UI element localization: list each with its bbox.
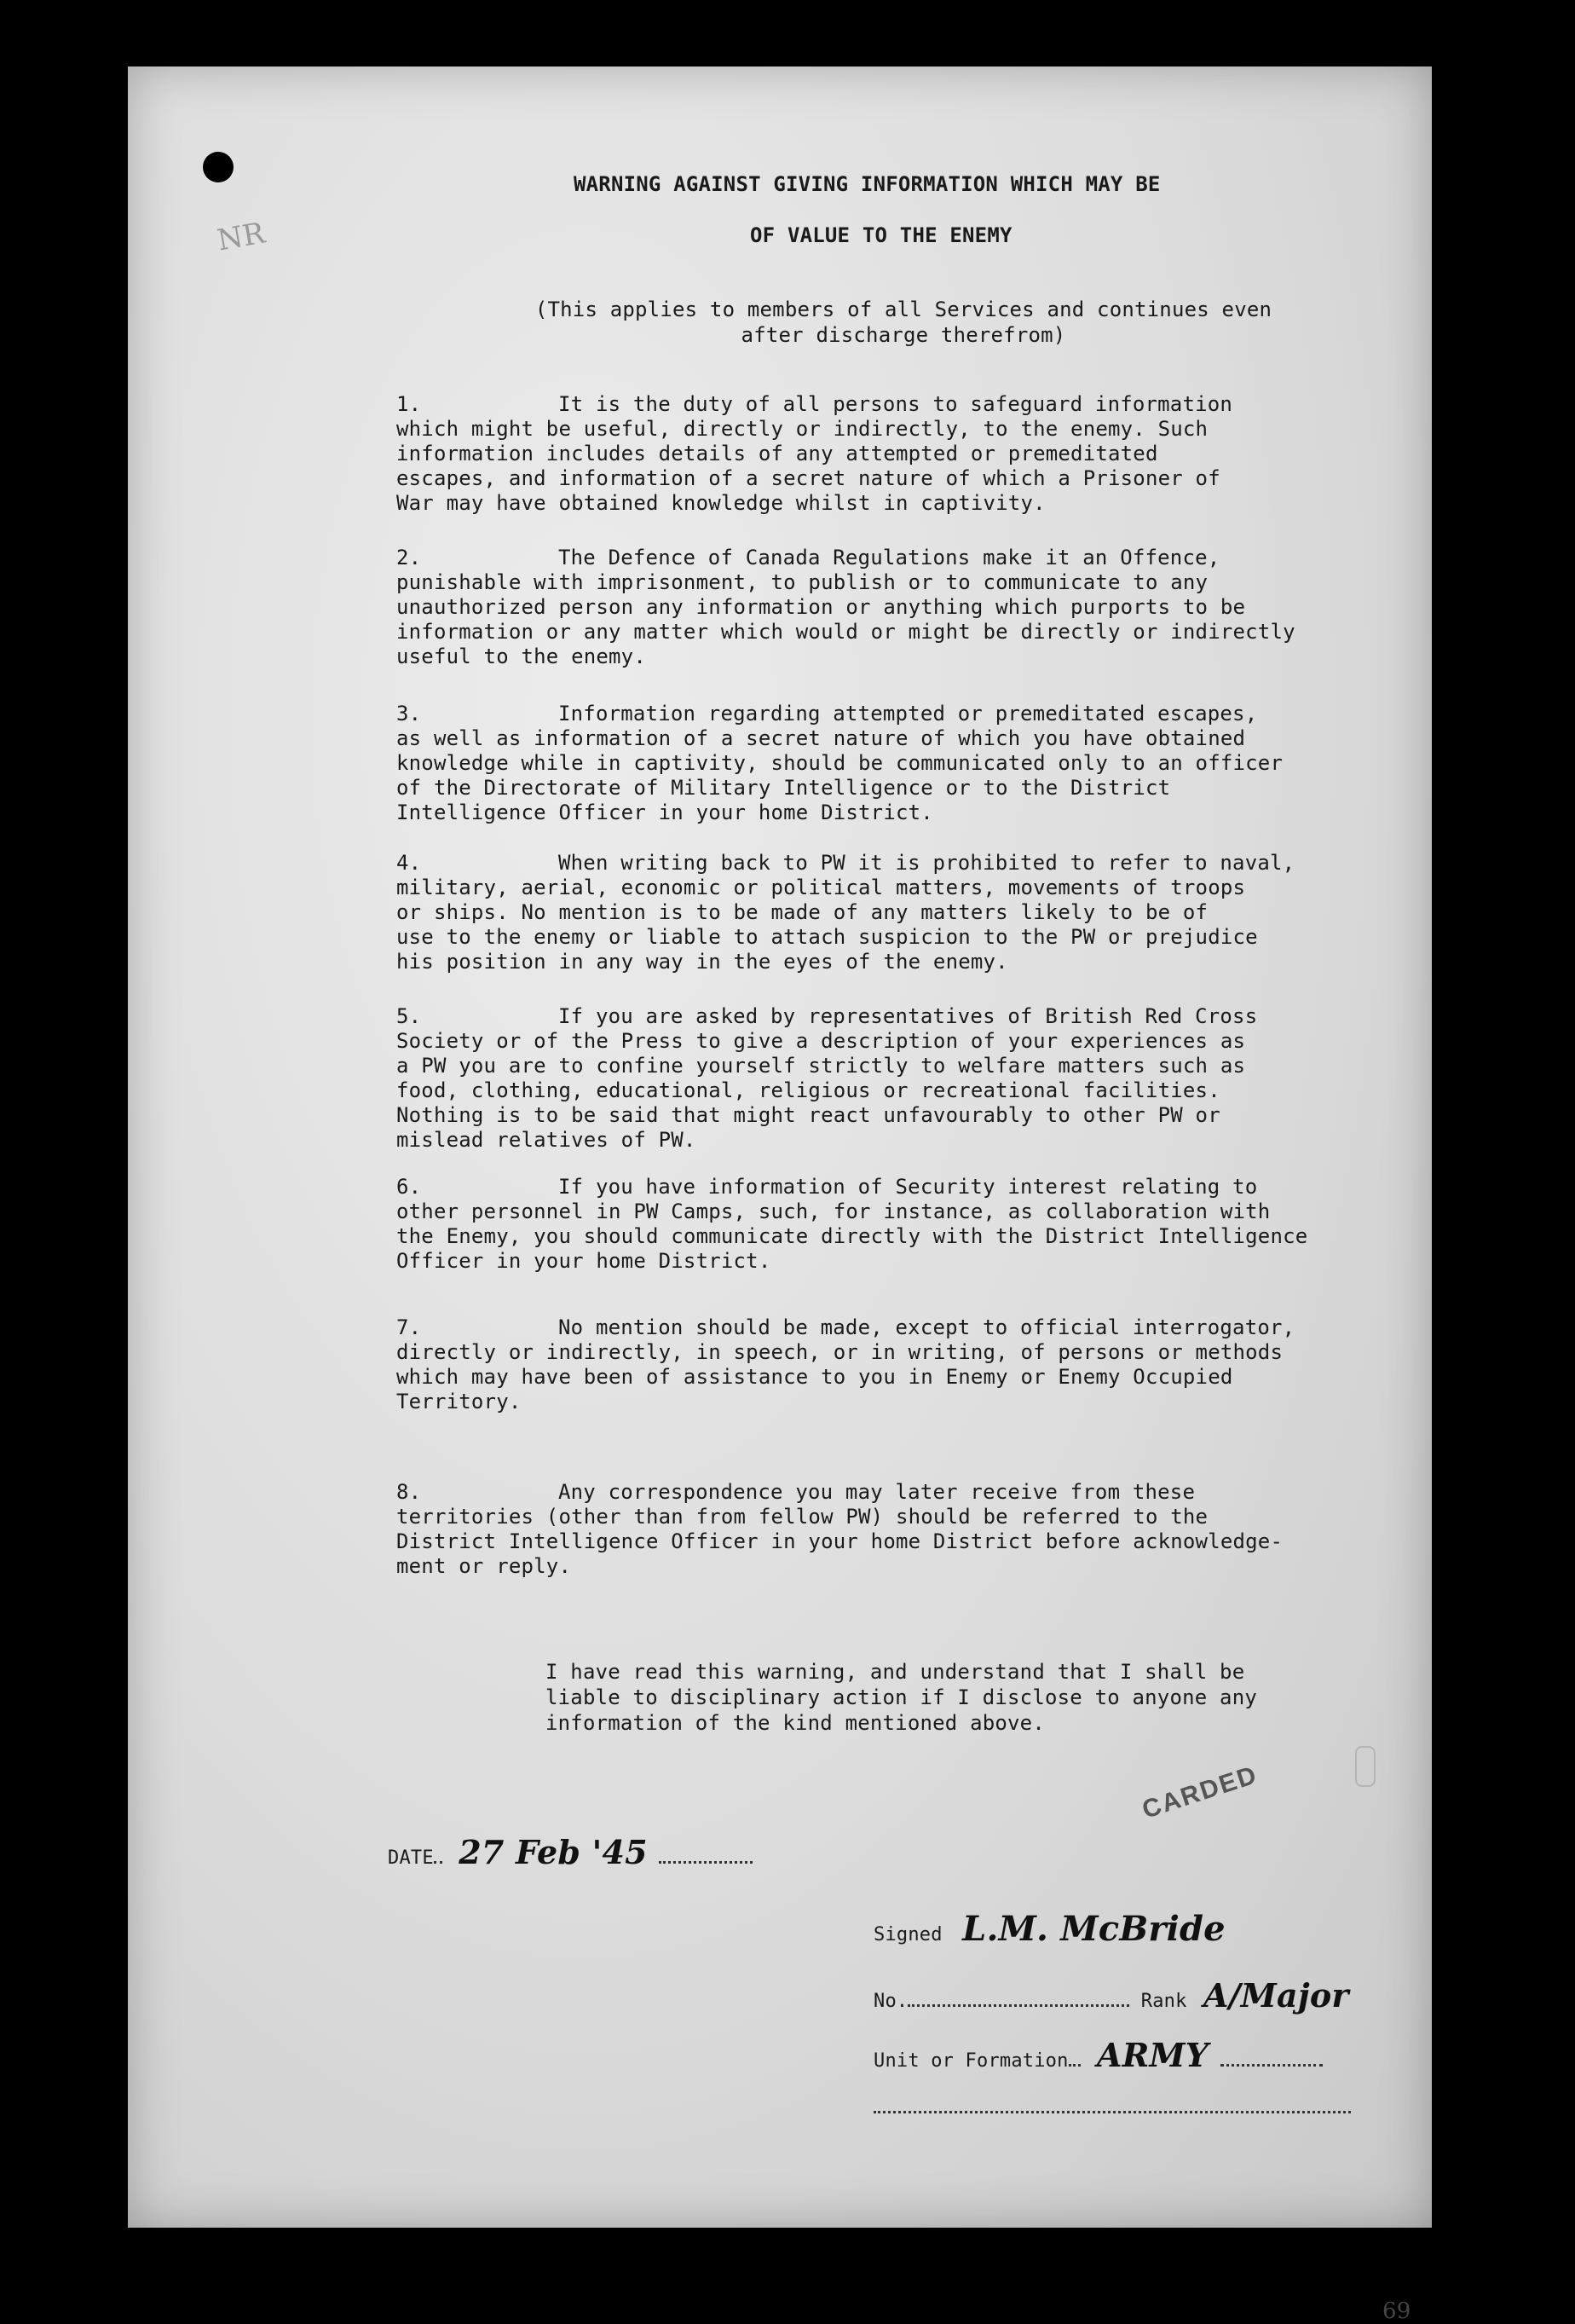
paragraph-number: 3. xyxy=(396,702,422,726)
title-line-1: WARNING AGAINST GIVING INFORMATION WHICH MAY BE xyxy=(574,172,1161,196)
stamp-mark xyxy=(1355,1746,1376,1787)
paragraph-text: Any correspondence you may later receive from these territories (other than from fellow PW) should be referred to the District Intelligence Officer in your home District before acknowledge- ment or reply. xyxy=(396,1480,1284,1578)
signed-row xyxy=(874,1909,1226,1949)
signature: L.M. McBride xyxy=(962,1909,1226,1949)
unit-label: Unit or Formation xyxy=(874,2050,1069,2072)
paragraph-3 xyxy=(396,702,1334,825)
paragraph-2 xyxy=(396,546,1334,669)
paragraph-number: 5. xyxy=(396,1004,422,1028)
paragraph-number: 7. xyxy=(396,1315,422,1339)
document-page xyxy=(128,66,1432,2324)
paragraph-text: No mention should be made, except to official interrogator, directly or indirectly, in speech, or in writing, of persons or methods which may have been of assistance to you in Enemy or Enemy Occupied Territory. xyxy=(396,1315,1295,1413)
unit-value: ARMY xyxy=(1097,2036,1209,2074)
paragraph-8 xyxy=(396,1480,1334,1579)
paragraph-5 xyxy=(396,1004,1334,1153)
corner-note: 69 xyxy=(1382,2298,1411,2324)
margin-note: NR xyxy=(214,216,268,258)
paragraph-text: If you are asked by representatives of British Red Cross Society or of the Press to give a description of your experiences as a PW you are to confine yourself strictly to welfare matters such as food, clothing, educational, religious or recreational facilities. Nothing is to be said that might react unfavourably to other PW or mislead relatives of PW. xyxy=(396,1004,1258,1152)
paragraph-number: 6. xyxy=(396,1175,422,1199)
carded-stamp: CARDED xyxy=(1139,1760,1261,1824)
number-rank-row xyxy=(874,1976,1349,2015)
paragraph-text: If you have information of Security interest relating to other personnel in PW Camps, such, for instance, as collaboration with the Enemy, you should communicate directly with the District Intelligence Officer in your home District. xyxy=(396,1175,1308,1273)
date-value: 27 Feb '45 xyxy=(459,1833,648,1871)
paragraph-text: When writing back to PW it is prohibited to refer to naval, military, aerial, economic or political matters, movements of troops or ships. No mention is to be made of any matters likely to be of use to the enemy or liable to attach suspicion to the PW or prejudice his position in any way in the eyes of the enemy. xyxy=(396,851,1295,974)
number-label: No. xyxy=(874,1991,909,2012)
paragraph-4 xyxy=(396,851,1334,974)
paragraph-number: 1. xyxy=(396,392,422,416)
date-label: DATE xyxy=(388,1847,434,1869)
rank-label: Rank xyxy=(1140,1991,1187,2012)
paragraph-number: 4. xyxy=(396,851,422,875)
paragraph-6 xyxy=(396,1175,1334,1274)
paragraph-7 xyxy=(396,1315,1334,1414)
paragraph-number: 2. xyxy=(396,546,422,569)
paragraph-text: The Defence of Canada Regulations make it an Offence, punishable with imprisonment, to publish or to communicate to any unauthorized person any information or anything which purports to be information or any matter which would or might be directly or indirectly useful to the enemy. xyxy=(396,546,1295,668)
date-field xyxy=(388,1833,753,1871)
acknowledgement-text: I have read this warning, and understand that I shall be liable to disciplinary action if I disclose to anyone any information of the kind mentioned above. xyxy=(545,1660,1258,1735)
signed-label: Signed xyxy=(874,1924,943,1945)
blank-row xyxy=(874,2096,1351,2121)
applies-line-2: after discharge therefrom) xyxy=(741,323,1066,347)
paragraph-1 xyxy=(396,392,1334,516)
rank-value: A/Major xyxy=(1203,1976,1349,2015)
paragraph-text: Information regarding attempted or premeditated escapes, as well as information of a secret nature of which you have obtained knowledge while in captivity, should be communicated only to an officer of the Directorate of Military Intelligence or to the District Intelligence Officer in your home District. xyxy=(396,702,1284,824)
applies-line-1: (This applies to members of all Services and continues even xyxy=(534,298,1272,321)
unit-row xyxy=(874,2036,1323,2074)
paragraph-text: It is the duty of all persons to safeguard information which might be useful, directly or indirectly, to the enemy. Such information includes details of any attempted or premeditated escapes, and information of a secret nature of which a Prisoner of War may have obtained knowledge whilst in captivity. xyxy=(396,392,1233,515)
paragraph-number: 8. xyxy=(396,1480,422,1504)
punch-hole xyxy=(203,152,234,182)
title-line-2: OF VALUE TO THE ENEMY xyxy=(750,223,1012,247)
applies-note xyxy=(477,297,1330,348)
